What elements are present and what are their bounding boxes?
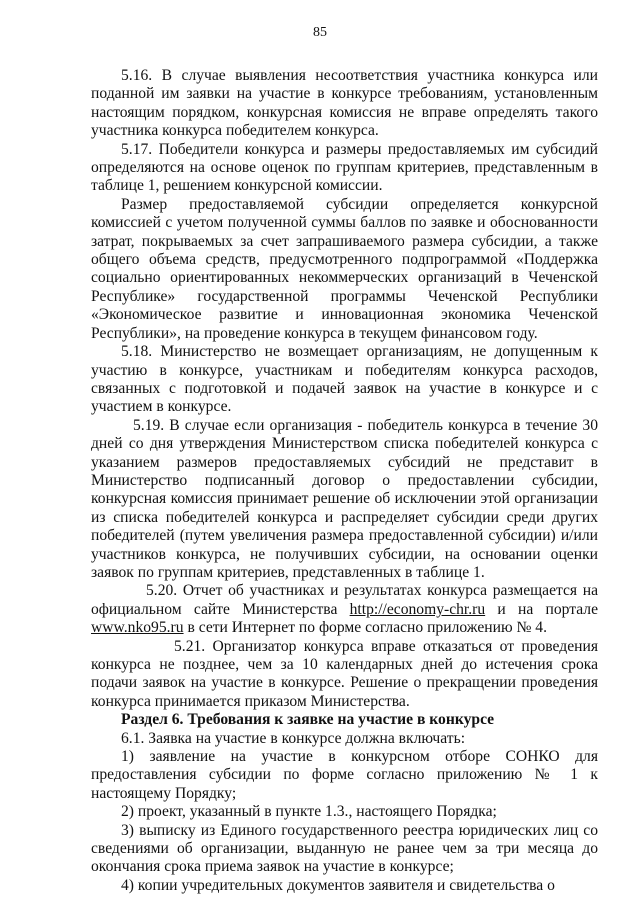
economy-chr-link[interactable]: http://economy-chr.ru <box>349 600 486 618</box>
list-item-1: 1) заявление на участие в конкурсном отборе СОНКО для предоставления субсидии по форме согласно приложению № 1 к настоящему Порядку; <box>91 748 598 802</box>
list-item-2: 2) проект, указанный в пункте 1.3., настоящего Порядка; <box>121 803 497 821</box>
paragraph-5-20-text-c: в сети Интернет по форме согласно приложению № 4. <box>183 619 547 637</box>
list-item-3: 3) выписку из Единого государственного реестра юридических лиц со сведениями об организации, выданную не ранее чем за три месяца до окончания срока приема заявок на участие в конкурсе; <box>91 821 598 876</box>
paragraph-5-20-text-b: и на портале <box>485 600 598 618</box>
paragraph-5-21: 5.21. Организатор конкурса вправе отказаться от проведения конкурса не позднее, чем за 10 календарных дней до истечения срока подачи заявок на участие в конкурсе. Решение о прекращении проведения конкурса принимается приказом Министерства. <box>91 637 598 710</box>
paragraph-5-16: 5.16. В случае выявления несоответствия участника конкурса или поданной им заявки на участие в конкурсе требованиям, установленным настоящим порядком, конкурсная комиссия не вправе определять такого участника конкурса победителем конкурса. <box>91 67 598 140</box>
paragraph-5-20-text-a: 5.20. Отчет об участниках и результатах конкурса размещается на официальном сайте Министерства <box>91 582 598 618</box>
list-item-4: 4) копии учредительных документов заявителя и свидетельства о <box>121 876 555 894</box>
section-6-title: Раздел 6. Требования к заявке на участие в конкурсе <box>121 711 495 729</box>
paragraph-5-17: 5.17. Победители конкурса и размеры предоставляемых им субсидий определяются на основе оценок по группам критериев, представленным в таблице 1, решением конкурсной комиссии. <box>91 140 598 195</box>
document-body <box>91 67 598 895</box>
nko95-link[interactable]: www.nko95.ru <box>91 619 184 637</box>
paragraph-5-19: 5.19. В случае если организация - победитель конкурса в течение 30 дней со дня утверждения Министерством списка победителей конкурса с указанием размеров предоставляемых субсидий не представит в Министерство подписанный договор о предоставлении субсидии, конкурсная комиссия принимает решение об исключении этой организации из списка победителей конкурса и распределяет субсидии среди других победителей (путем увеличения размера предоставленной субсидии) и/или участников конкурса, не получивших субсидии, на основании оценки заявок по группам критериев, представленных в таблице 1. <box>91 416 598 581</box>
paragraph-5-18: 5.18. Министерство не возмещает организациям, не допущенным к участию в конкурсе, участникам и победителям конкурса расходов, связанных с подготовкой и подачей заявок на участие в конкурсе и с участием в конкурсе. <box>91 343 598 416</box>
paragraph-5-20 <box>91 582 598 637</box>
paragraph-6-1: 6.1. Заявка на участие в конкурсе должна включать: <box>121 729 466 747</box>
paragraph-subsidy-size: Размер предоставляемой субсидии определяется конкурсной комиссией с учетом полученной суммы баллов по заявке и обоснованности затрат, покрываемых за счет запрашиваемого размера субсидии, а также общего объема средств, предусмотренного подпрограммой «Поддержка социально ориентированных некоммерческих организаций в Чеченской Республике» государственной программы Чеченской Республики «Экономическое развитие и инновационная экономика Чеченской Республики», на проведение конкурса в текущем финансовом году. <box>91 195 598 342</box>
page-number: 85 <box>313 25 327 40</box>
